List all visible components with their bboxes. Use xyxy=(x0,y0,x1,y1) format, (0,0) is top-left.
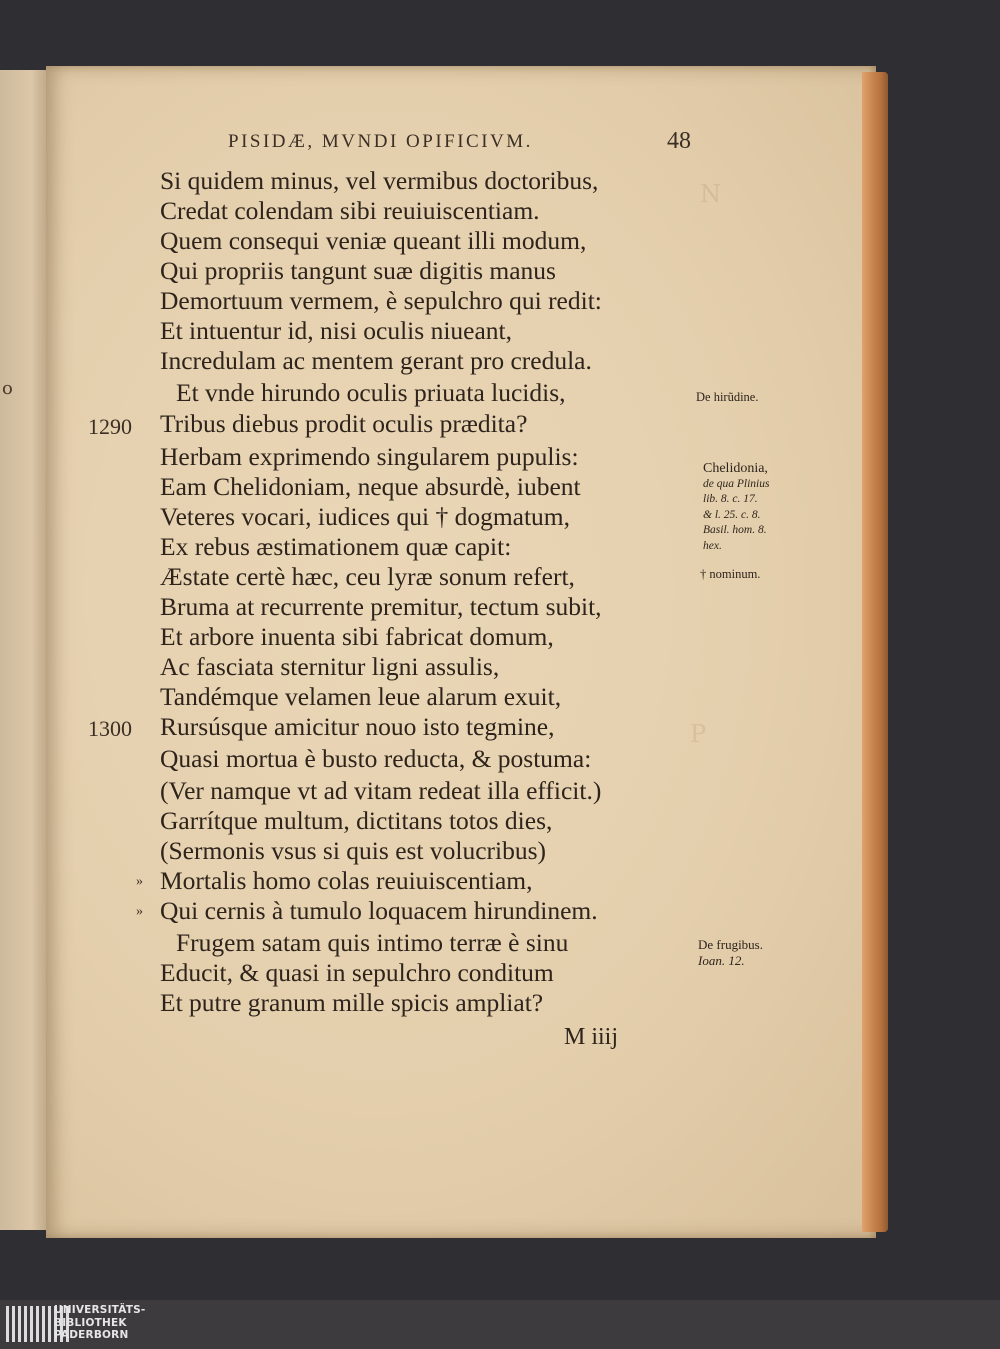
verse-line: Tribus diebus prodit oculis prædita? xyxy=(160,409,528,438)
margin-note-chelidonia xyxy=(703,461,769,554)
verse-line: (Sermonis vsus si quis est volucribus) xyxy=(160,836,547,865)
verse-line: Qui propriis tangunt suæ digitis manus xyxy=(160,256,556,285)
line-number: 1300 xyxy=(88,716,132,741)
verse-line: Et putre granum mille spicis ampliat? xyxy=(160,988,544,1017)
line-number: 1290 xyxy=(88,414,132,439)
verse-line: Quasi mortua è busto reducta, & postuma: xyxy=(160,744,592,773)
verse-line: Et arbore inuenta sibi fabricat domum, xyxy=(160,622,554,651)
chelidonia-line: hex. xyxy=(703,539,722,552)
chelidonia-line: de qua Plinius xyxy=(703,477,770,490)
verse-line: Quem consequi veniæ queant illi modum, xyxy=(160,226,587,255)
left-page-edge xyxy=(0,70,52,1230)
verse-line: Qui cernis à tumulo loquacem hirundinem. xyxy=(160,896,598,925)
verse-line: Æstate certè hæc, ceu lyræ sonum refert, xyxy=(160,562,575,591)
verse-line: Frugem satam quis intimo terræ è sinu xyxy=(176,928,569,957)
verse-line: Veteres vocari, iudices qui † dogmatum, xyxy=(160,502,571,531)
verse-line: Incredulam ac mentem gerant pro credula. xyxy=(160,346,592,375)
verse-line: (Ver namque vt ad vitam redeat illa efficit.) xyxy=(160,776,602,805)
chelidonia-line: Chelidonia, xyxy=(703,461,768,476)
left-page-fragment: o xyxy=(2,378,13,399)
verse-line: Herbam exprimendo singularem pupulis: xyxy=(160,442,579,471)
margin-note-hirundine: De hirũdine. xyxy=(696,390,759,404)
chelidonia-line: Basil. hom. 8. xyxy=(703,524,767,536)
verse-line: Et vnde hirundo oculis priuata lucidis, xyxy=(176,378,566,407)
chelidonia-line: lib. 8. c. 17. xyxy=(703,493,758,505)
verse-line: Tandémque velamen leue alarum exuit, xyxy=(160,682,562,711)
signature-mark: M iiij xyxy=(564,1024,619,1050)
verse-line: Demortuum vermem, è sepulchro qui redit: xyxy=(160,286,602,315)
page-edge-stack xyxy=(862,72,888,1232)
logo-line: UNIVERSITÄTS- xyxy=(54,1304,146,1316)
verse-line: Ac fasciata sternitur ligni assulis, xyxy=(160,652,500,681)
library-logo-text xyxy=(54,1304,145,1342)
logo-line: BIBLIOTHEK xyxy=(54,1316,127,1329)
margin-note-nominum: † nominum. xyxy=(700,567,761,581)
verse-line: Eam Chelidoniam, neque absurdè, iubent xyxy=(160,472,581,501)
verse-line: Bruma at recurrente premitur, tectum subit, xyxy=(160,592,602,621)
verse-line: Educit, & quasi in sepulchro conditum xyxy=(160,958,554,987)
verse-line: Et intuentur id, nisi oculis niueant, xyxy=(160,316,512,345)
quote-mark: » xyxy=(136,904,143,919)
quote-mark: » xyxy=(136,874,143,889)
page-number: 48 xyxy=(667,128,691,154)
frugibus-line: De frugibus. xyxy=(698,937,763,952)
running-title: PISIDÆ, MVNDI OPIFICIVM. xyxy=(228,131,533,152)
verse-line: Rursúsque amicitur nouo isto tegmine, xyxy=(160,712,555,741)
verse-line: Si quidem minus, vel vermibus doctoribus, xyxy=(160,166,599,195)
verse-line: Mortalis homo colas reuiuiscentiam, xyxy=(160,866,533,895)
scan-area: o N P PISIDÆ, MVNDI OPIFICIVM. 48 Si quidem minus, vel vermibus doctoribus, Credat colendam sibi reuiuiscentiam. Quem consequi veniæ queant illi modum, Qui propriis tangunt suæ digitis manus Demortuum vermem, è sepulchro qui redit: Et intuentur id, nisi oculis niueant, Incredulam ac mentem gerant pro credula. Et vnde hirundo oculis priuata lucidis, Tribus diebus prodit oculis prædita? Herbam exprimendo singularem pupulis: Eam Chelidoniam, neque absurdè, iubent Veteres vocari, iudices qui † dogmatum, Ex rebus æstimationem quæ capit: Æstate certè hæc, ceu lyræ sonum refert, Bruma at recurrente premitur, tectum subit, Et arbore inuenta sibi fabricat domum, Ac fasciata sternitur ligni assulis, Tandémque velamen leue alarum exuit, Rursúsque amicitur nouo isto tegmine, Quasi mortua è busto reducta, & postuma: (Ver namque vt ad vitam redeat illa efficit.) Garrítque multum, dictitans totos dies, (Sermonis vsus si quis est volucribus) Mortalis homo colas reuiuiscentiam, Qui cernis à tumulo loquacem hirundinem. Frugem satam quis intimo terræ è sinu Educit, & quasi in sepulchro conditum Et putre granum mille spicis ampliat? 1290 1300 » » De hirũdine. Chelidonia, de qua Plinius lib. 8. c. 17. & l. 25. c. 8. Basil. hom. 8. hex. † nominum. De frugibus. Ioan. 12. M iiij xyxy=(0,0,1000,1300)
frugibus-line: Ioan. 12. xyxy=(698,952,745,968)
library-footer xyxy=(0,1300,1000,1349)
verse-line: Ex rebus æstimationem quæ capit: xyxy=(160,532,512,561)
logo-line: PADERBORN xyxy=(54,1329,129,1341)
chelidonia-line: & l. 25. c. 8. xyxy=(703,508,761,521)
verse-line: Garrítque multum, dictitans totos dies, xyxy=(160,806,553,835)
margin-note-frugibus xyxy=(698,937,763,968)
verse-line: Credat colendam sibi reuiuiscentiam. xyxy=(160,196,540,225)
